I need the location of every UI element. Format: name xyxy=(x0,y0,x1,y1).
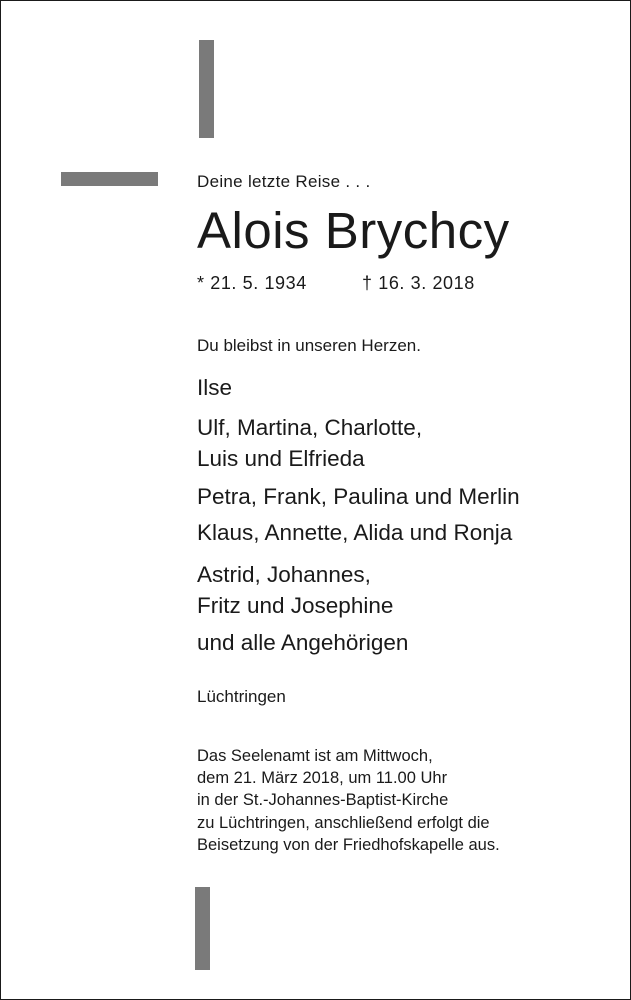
mourner-entry xyxy=(197,559,393,621)
mourner-line: Astrid, Johannes, xyxy=(197,562,371,587)
mourner-line: Luis und Elfrieda xyxy=(197,446,365,471)
birth-date: * 21. 5. 1934 xyxy=(197,273,307,293)
mourner-line: Klaus, Annette, Alida und Ronja xyxy=(197,520,513,545)
place-name: Lüchtringen xyxy=(197,687,286,706)
service-line: Das Seelenamt ist am Mittwoch, xyxy=(197,747,433,765)
deceased-name: Alois Brychcy xyxy=(197,202,510,259)
mourner-line: Petra, Frank, Paulina und Merlin xyxy=(197,484,520,509)
vertical-bar-icon xyxy=(195,887,210,970)
mourner-line: Ilse xyxy=(197,375,233,400)
service-details xyxy=(197,745,597,856)
cross-vertical-beam xyxy=(199,40,214,138)
service-line: zu Lüchtringen, anschließend erfolgt die xyxy=(197,813,490,832)
mourner-line: und alle Angehörigen xyxy=(197,630,409,655)
mourner-line: Fritz und Josephine xyxy=(197,593,394,618)
death-date: † 16. 3. 2018 xyxy=(362,273,475,293)
mourner-entry xyxy=(197,481,520,512)
service-line: Beisetzung von der Friedhofskapelle aus. xyxy=(197,835,500,854)
service-line: in der St.-Johannes-Baptist-Kirche xyxy=(197,791,449,810)
mourner-entry xyxy=(197,517,512,548)
intro-text: Deine letzte Reise . . . xyxy=(197,172,371,191)
service-line: dem 21. März 2018, um 11.00 Uhr xyxy=(197,769,448,788)
mourner-entry xyxy=(197,372,232,403)
mourner-entry xyxy=(197,412,422,474)
mourner-entry xyxy=(197,627,408,658)
cross-horizontal-beam xyxy=(61,172,158,186)
farewell-text: Du bleibst in unseren Herzen. xyxy=(197,336,421,355)
mourner-line: Ulf, Martina, Charlotte, xyxy=(197,415,423,440)
